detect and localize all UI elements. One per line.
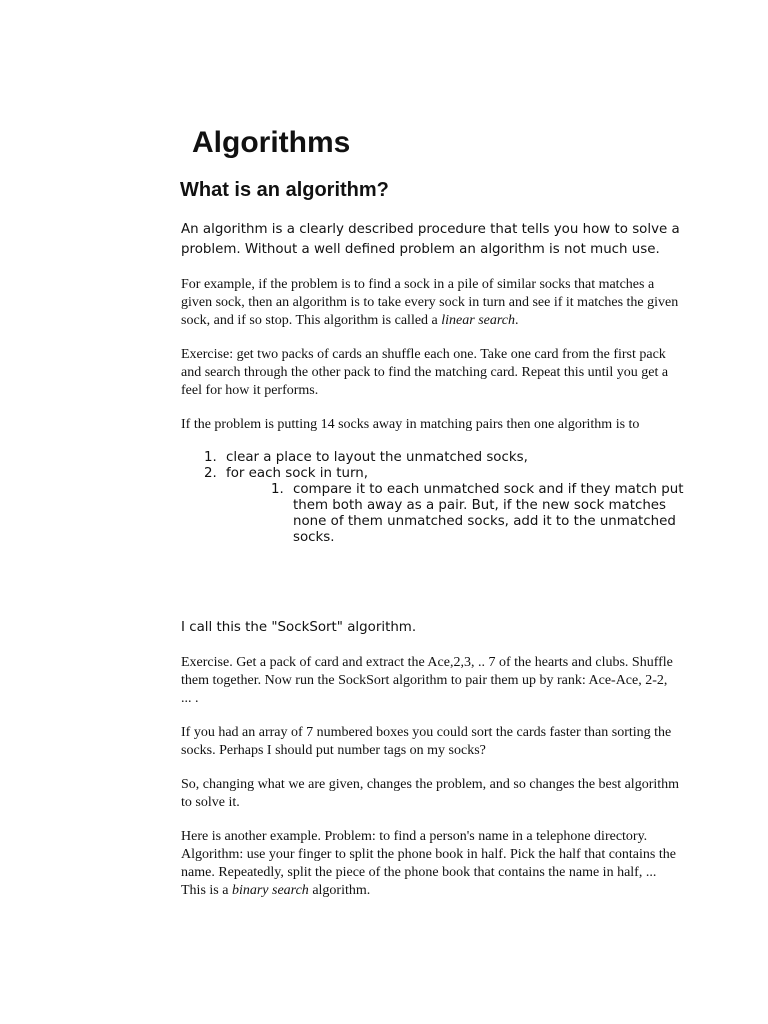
list-item: [204, 466, 684, 546]
linear-search-end: .: [515, 313, 519, 328]
binary-search-paragraph: [181, 828, 681, 900]
algorithm-steps-list: [204, 450, 684, 546]
socksort-paragraph: I call this the "SockSort" algorithm.: [181, 620, 417, 635]
page-title: Algorithms: [192, 126, 351, 159]
linear-search-text: For example, if the problem is to find a sock in a pile of similar socks that matches a given sock, then an algorithm is to take every sock in turn and see if it matches the given sock, and if so stop. This algorithm is called a: [181, 277, 679, 328]
changing-paragraph: So, changing what we are given, changes the problem, and so changes the best algorithm to solve it.: [181, 777, 680, 810]
boxes-paragraph: If you had an array of 7 numbered boxes you could sort the cards faster than sorting the socks. Perhaps I should put number tags on my socks?: [181, 725, 672, 758]
list-text: clear a place to layout the unmatched socks,: [226, 450, 528, 465]
binary-search-term: binary search: [231, 883, 309, 898]
binary-search-text: Here is another example. Problem: to find a person's name in a telephone directory. Algorithm: use your finger to split the phone book in half. Pick the half that contains the name. Repeatedly, split the piece of the phone book that contains the name in half, ... This is a: [181, 829, 676, 898]
pairs-intro-paragraph: If the problem is putting 14 socks away in matching pairs then one algorithm is to: [181, 417, 640, 432]
list-item: [271, 482, 693, 546]
list-number: 2.: [204, 466, 217, 481]
list-item: [204, 450, 684, 466]
list-number: 1.: [271, 482, 284, 497]
section-heading: What is an algorithm?: [180, 179, 389, 201]
linear-search-paragraph: [181, 276, 681, 330]
list-text: compare it to each unmatched sock and if they match put them both away as a pair. But, if the new sock matches none of them unmatched socks, add it to the unmatched socks.: [293, 482, 684, 545]
list-text: for each sock in turn,: [226, 466, 368, 481]
binary-search-end: algorithm.: [308, 883, 371, 898]
list-number: 1.: [204, 450, 217, 465]
linear-search-term: linear search: [441, 313, 516, 328]
algorithm-substeps-list: [226, 482, 684, 546]
exercise-socksort-paragraph: Exercise. Get a pack of card and extract the Ace,2,3, .. 7 of the hearts and clubs. Shuffle them together. Now run the SockSort algorithm to pair them up by rank: Ace-Ace, 2-2, ... .: [181, 655, 673, 706]
exercise-cards-paragraph: Exercise: get two packs of cards an shuffle each one. Take one card from the first pack and search through the other pack to find the matching card. Repeat this until you get a feel for how it performs.: [181, 347, 669, 398]
intro-paragraph: An algorithm is a clearly described procedure that tells you how to solve a problem. Without a well defined problem an algorithm is not much use.: [181, 222, 680, 257]
